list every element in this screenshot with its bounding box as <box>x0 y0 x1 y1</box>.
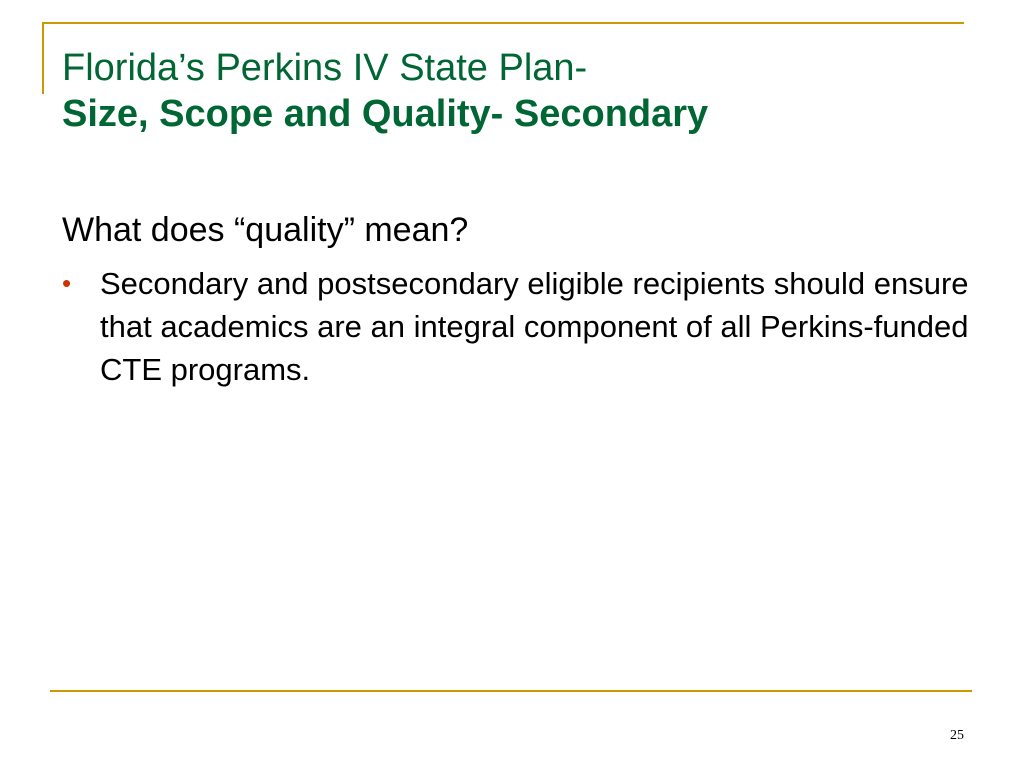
bottom-decorative-rule <box>50 690 972 692</box>
bullet-icon: • <box>62 268 72 298</box>
bullet-list <box>62 262 982 391</box>
slide-title-line-1: Florida’s Perkins IV State Plan- <box>62 47 588 89</box>
top-decorative-rule <box>42 22 964 24</box>
bullet-text: Secondary and postsecondary eligible recipients should ensure that academics are an integral component of all Perkins-funded CTE programs. <box>100 266 969 387</box>
bullet-item <box>62 262 982 391</box>
left-decorative-rule <box>42 22 44 94</box>
slide-title <box>62 45 982 137</box>
page-number: 25 <box>950 728 964 743</box>
slide-body <box>62 206 982 391</box>
slide-title-line-2: Size, Scope and Quality- Secondary <box>62 93 709 135</box>
body-heading: What does “quality” mean? <box>62 211 469 249</box>
